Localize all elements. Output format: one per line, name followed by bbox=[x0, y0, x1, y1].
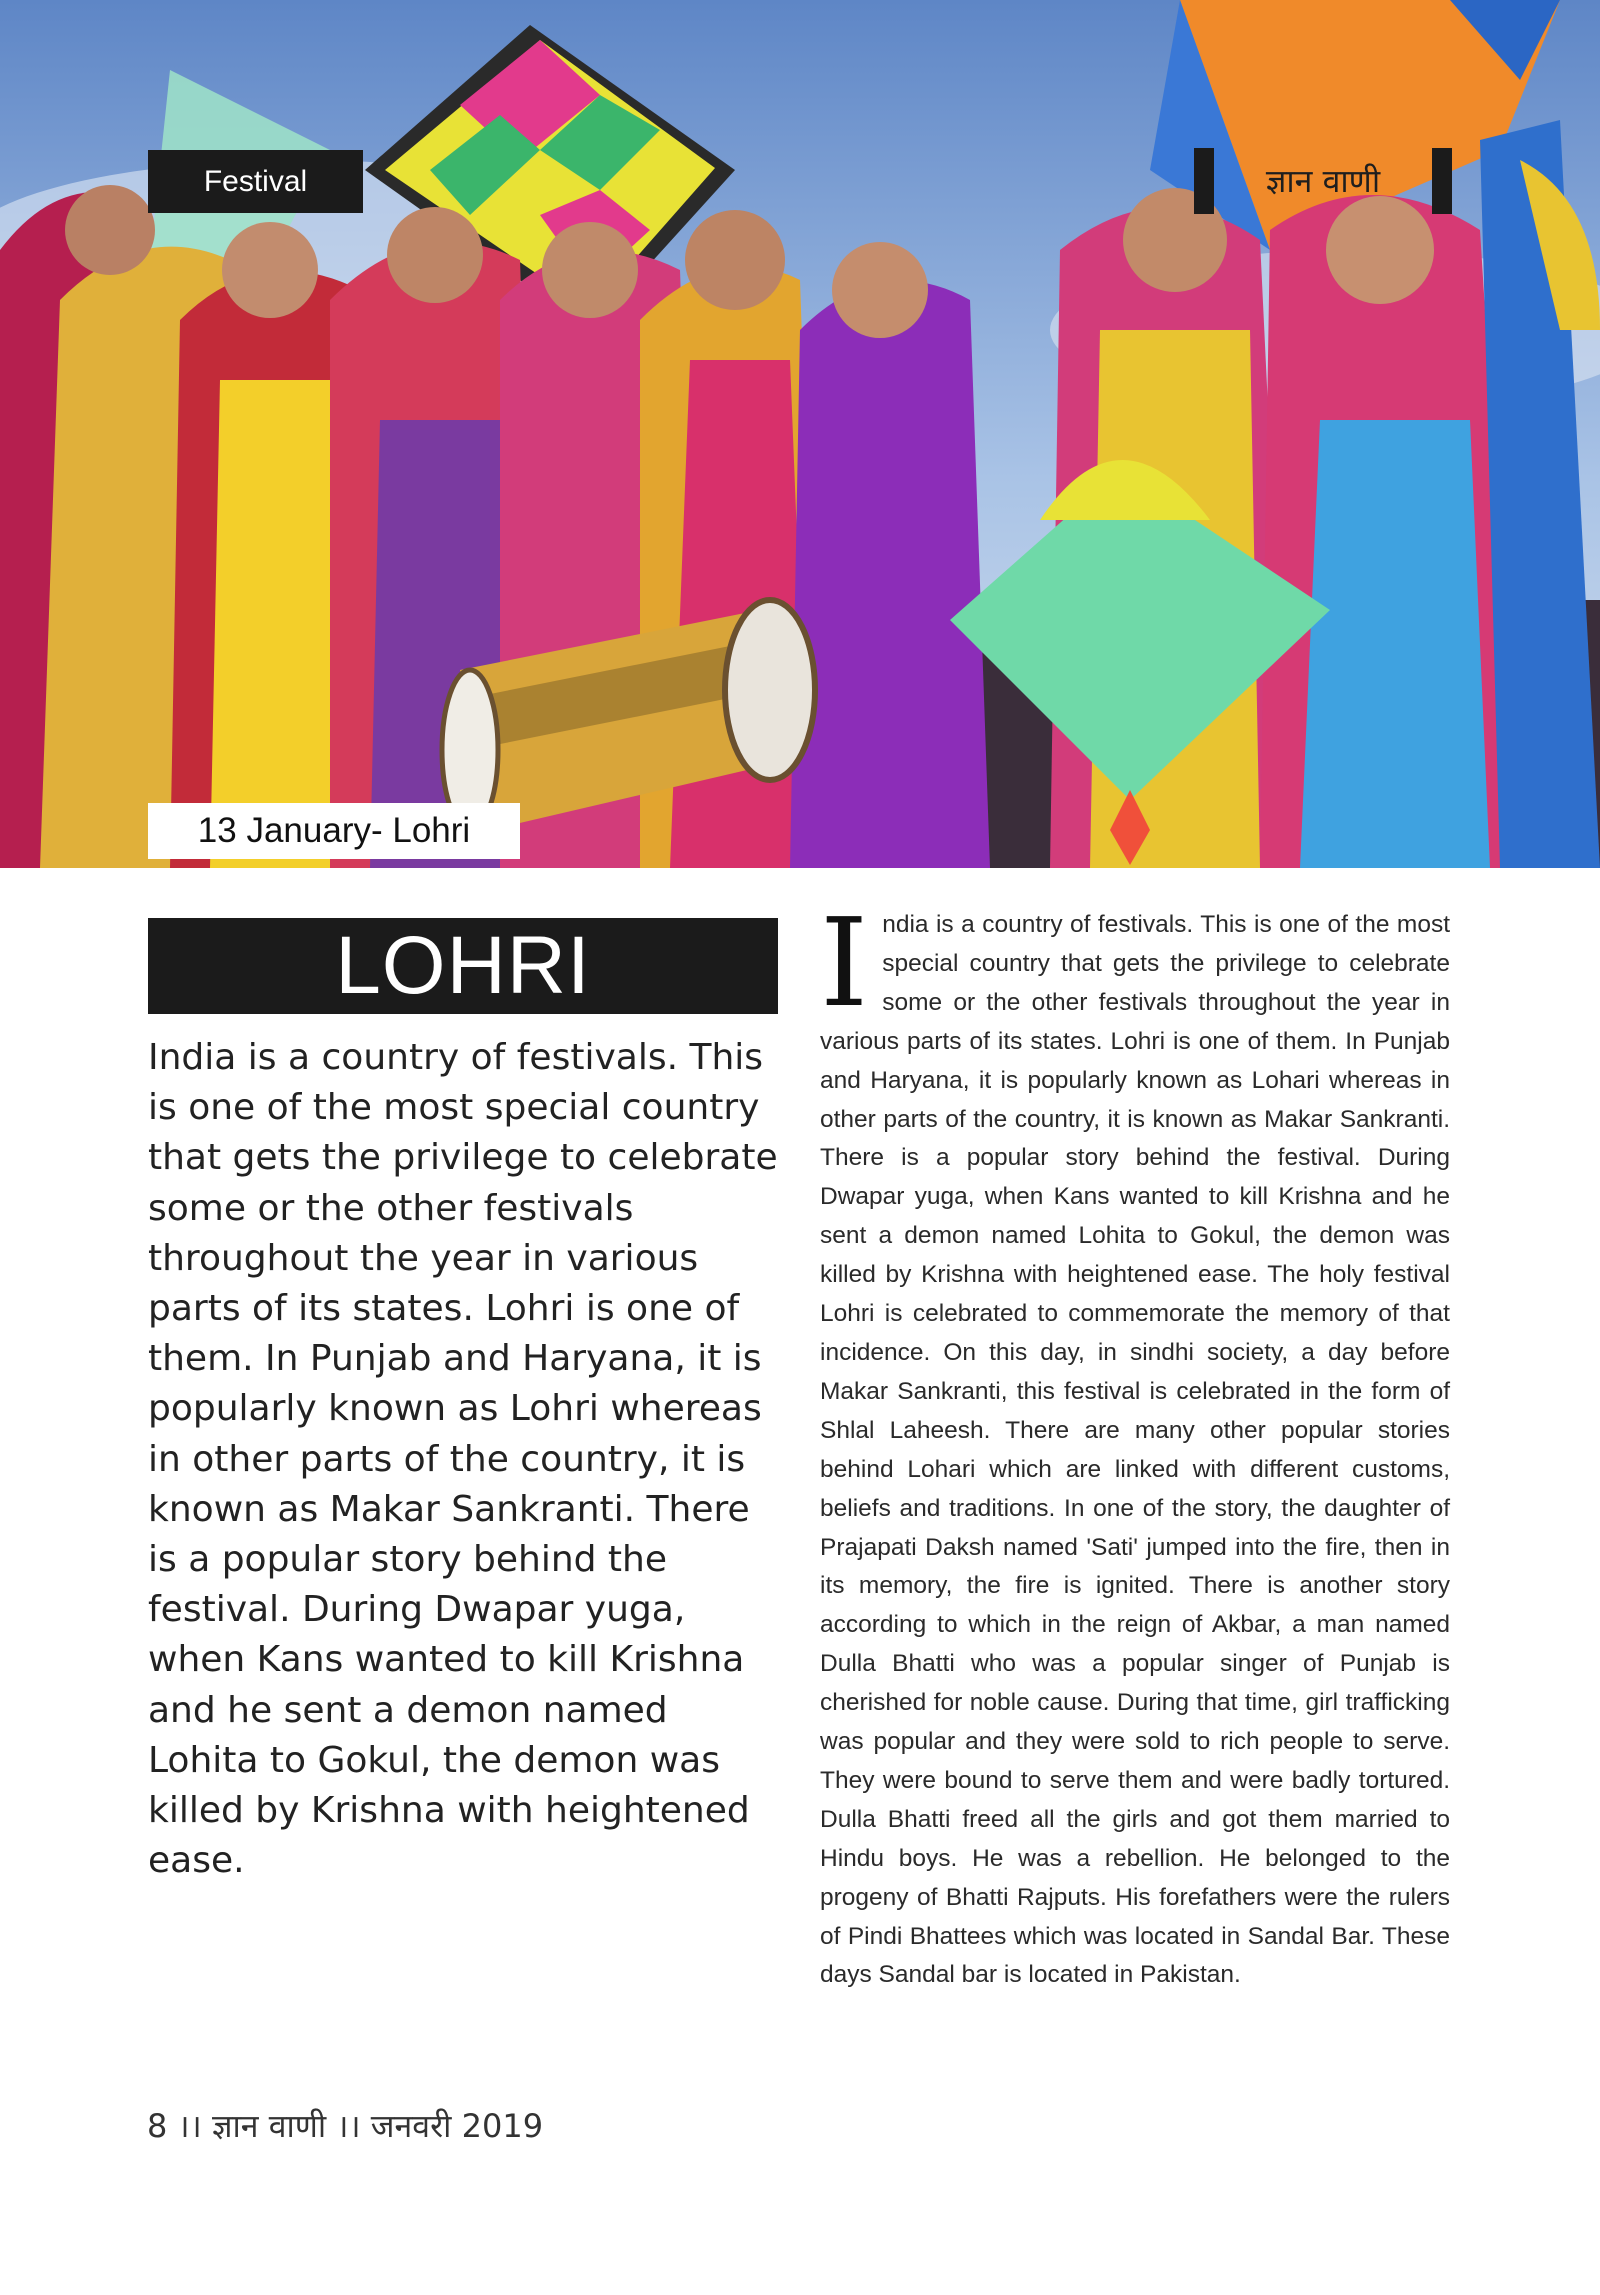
drop-cap: I bbox=[820, 892, 869, 1034]
article-title-box bbox=[148, 918, 778, 1014]
article-title: LOHRI bbox=[335, 920, 591, 1011]
section-tag: Festival bbox=[148, 150, 363, 213]
lead-paragraph: India is a country of festivals. This is one of the most special country that gets the privilege to celebrate some or the other festivals throughout the year in various parts of its states. Lohri is one of them. In Punjab and Haryana, it is popularly known as Lohri whereas in other parts of the country, it is known as Makar Sankranti. There is a popular story behind the festival. During Dwapar yuga, when Kans wanted to kill Krishna and he sent a demon named Lohita to Gokul, the demon was killed by Krishna with heightened ease. bbox=[148, 1037, 778, 1882]
masthead-bar-left bbox=[1194, 148, 1214, 214]
masthead-bar-right bbox=[1432, 148, 1452, 214]
page-footer: 8 ।। ज्ञान वाणी ।। जनवरी 2019 bbox=[147, 2107, 544, 2145]
festival-celebration-illustration bbox=[0, 0, 1600, 868]
masthead bbox=[1194, 148, 1452, 214]
masthead-title: ज्ञान वाणी bbox=[1265, 162, 1381, 200]
date-label: 13 January- Lohri bbox=[148, 803, 520, 859]
body-paragraph: ndia is a country of festivals. This is one of the most special country that gets the privilege to celebrate some or the other festivals throughout the year in various parts of its states. Lohri is one of them. In Punjab and Haryana, it is popularly known as Lohari whereas in other parts of the country, it is known as Makar Sankranti. There is a popular story behind the festival. During Dwapar yuga, when Kans wanted to kill Krishna and he sent a demon named Lohita to Gokul, the demon was killed by Krishna with heightened ease. The holy festival Lohri is celebrated to commemorate the memory of that incidence. On this day, in sindhi society, a day before Makar Sankranti, this festival is celebrated in the form of Shlal Laheesh. There are many other popular stories behind Lohari which are linked with different customs, beliefs and traditions. In one of the story, the daughter of Prajapati Daksh named 'Sati' jumped into the fire, then in its memory, the fire is ignited. There is another story according to which in the reign of Akbar, a man named Dulla Bhatti who was a popular singer of Punjab is cherished for noble cause. During that time, girl trafficking was popular and they were sold to rich people to serve. They were bound to serve them and were badly tortured. Dulla Bhatti freed all the girls and got them married to Hindu boys. He was a rebellion. He belonged to the progeny of Bhatti Rajputs. His forefathers were the rulers of Pindi Bhattees which was located in Sandal Bar. These days Sandal bar is located in Pakistan. bbox=[820, 911, 1450, 1989]
body-column bbox=[820, 892, 1450, 1995]
hero-photo bbox=[0, 0, 1600, 868]
